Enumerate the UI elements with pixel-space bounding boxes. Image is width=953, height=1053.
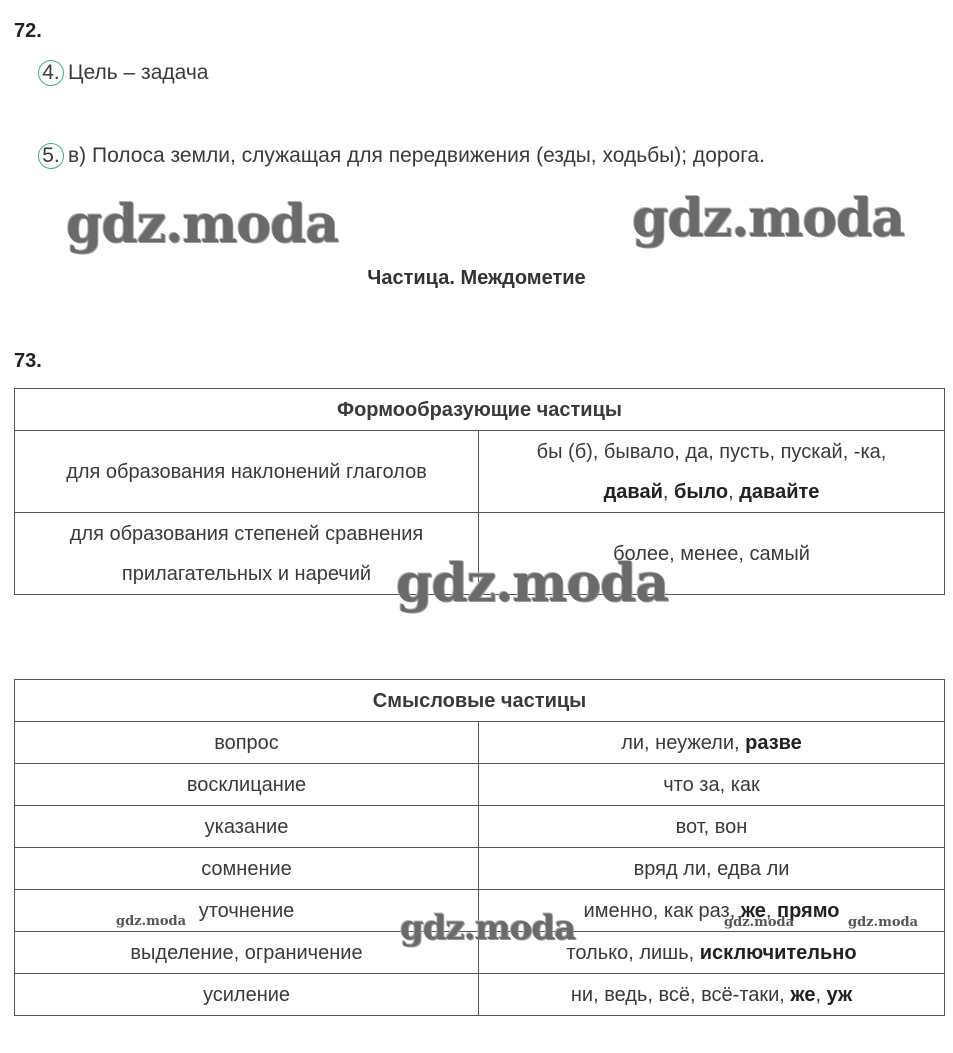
cell-text: именно, как раз, [583, 899, 741, 922]
cell-text: ни, ведь, всё, всё-таки, [570, 983, 791, 1006]
bold-word: давай [603, 480, 663, 503]
watermark-logo: gdz.moda [848, 915, 919, 930]
separator: , [728, 480, 740, 503]
answer-4-mark: 4. [38, 60, 64, 86]
watermark-logo: gdz.moda [724, 915, 795, 930]
cell-text: только, лишь, [566, 941, 700, 964]
table-header-row [15, 389, 945, 431]
table-row [15, 431, 945, 513]
watermark-logo: gdz.moda [400, 908, 576, 948]
exercise-72-number: 72. [14, 20, 42, 42]
table-title: Смысловые частицы [15, 680, 945, 722]
cell-line: прилагательных и наречий [121, 562, 372, 585]
answer-5-text: в) Полоса земли, служащая для передвижения (езды, ходьбы); дорога. [68, 144, 765, 167]
bold-word: прямо [777, 899, 840, 922]
table-cell: восклицание [15, 764, 479, 806]
table-row [15, 848, 945, 890]
table-cell: вопрос [15, 722, 479, 764]
answer-5-mark: 5. [38, 143, 64, 169]
table-row [15, 764, 945, 806]
separator: , [815, 983, 827, 1006]
watermark-logo: gdz.moda [116, 914, 187, 929]
table-cell: более, менее, самый [479, 513, 945, 595]
cell-line [487, 472, 936, 512]
watermark-logo: gdz.moda [632, 188, 905, 249]
bold-word: же [790, 983, 816, 1006]
watermark-logo: gdz.moda [396, 553, 669, 614]
cell-text: ли, неужели, [621, 731, 746, 754]
bold-word: давайте [739, 480, 820, 503]
watermark-logo: gdz.moda [66, 194, 339, 255]
bold-word: было [674, 480, 729, 503]
bold-word: же [740, 899, 766, 922]
answer-4-text: Цель – задача [68, 61, 209, 84]
answer-4 [38, 60, 208, 86]
table-cell: уточнение [15, 890, 479, 932]
bold-word: исключительно [699, 941, 857, 964]
table-row [15, 806, 945, 848]
table-cell: сомнение [15, 848, 479, 890]
table-row [15, 974, 945, 1016]
separator: , [765, 899, 778, 922]
bold-word: уж [826, 983, 853, 1006]
table-cell: вот, вон [479, 806, 945, 848]
separator: , [662, 480, 674, 503]
answer-5 [38, 143, 765, 169]
cell-line: для образования степеней сравнения [69, 522, 424, 545]
table-cell: что за, как [479, 764, 945, 806]
table-header-row [15, 680, 945, 722]
table-cell: вряд ли, едва ли [479, 848, 945, 890]
exercise-73-number: 73. [14, 350, 42, 372]
bold-word: разве [745, 731, 802, 754]
table-title: Формообразующие частицы [15, 389, 945, 431]
section-title: Частица. Междометие [367, 267, 586, 289]
table-row [15, 722, 945, 764]
table-cell: выделение, ограничение [15, 932, 479, 974]
table-cell: указание [15, 806, 479, 848]
table-cell: для образования наклонений глаголов [15, 431, 479, 513]
table-cell [479, 722, 945, 764]
meaning-particles-table [14, 679, 945, 1016]
table-cell [479, 431, 945, 513]
cell-line: бы (б), бывало, да, пусть, пускай, -ка, [536, 440, 887, 463]
table-cell: усиление [15, 974, 479, 1016]
table-cell [479, 974, 945, 1016]
